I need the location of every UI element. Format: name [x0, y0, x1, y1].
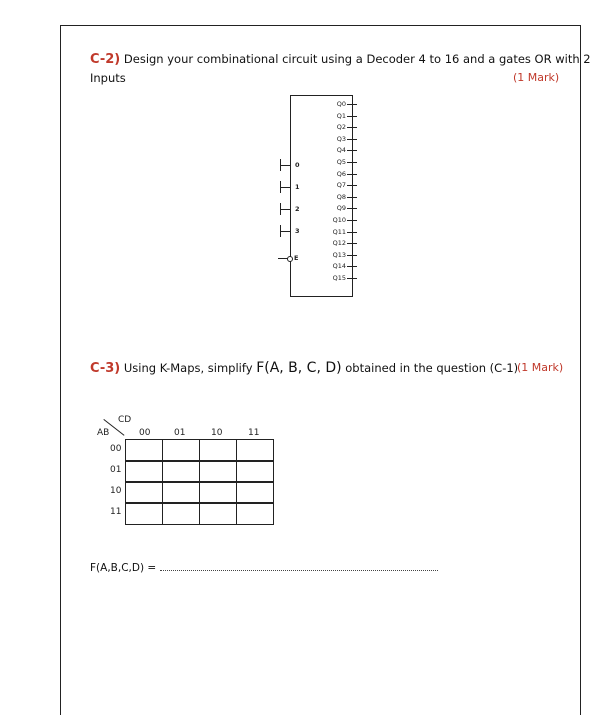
decoder-input-label: 2 — [295, 205, 300, 213]
answer-label: F(A,B,C,D) = — [90, 562, 157, 574]
decoder-enable-bubble — [287, 256, 293, 262]
decoder-input-label: 1 — [295, 183, 300, 191]
decoder-output-line — [347, 116, 357, 117]
question-c3-function: F(A, B, C, D) — [256, 360, 342, 376]
kmap-cell[interactable] — [162, 439, 200, 462]
kmap-cell[interactable] — [162, 502, 200, 525]
decoder-output-line — [347, 150, 357, 151]
decoder-input-line — [280, 165, 290, 166]
kmap-row-var: AB — [97, 428, 110, 438]
question-c3-text-before: Using K-Maps, simplify — [123, 361, 257, 375]
question-c2-text: Design your combinational circuit using a Decoder 4 to 16 and a gates OR with 2 — [123, 52, 591, 66]
decoder-output-line — [347, 266, 357, 267]
question-c3-text-after: obtained in the question (C-1) — [341, 361, 519, 375]
decoder-input-tick — [280, 181, 281, 193]
kmap-row-label: 01 — [110, 465, 122, 475]
question-c3-line — [90, 360, 518, 376]
question-c2-mark: (1 Mark) — [513, 71, 560, 84]
decoder-output-label: Q2 — [336, 123, 346, 132]
decoder-output-line — [347, 139, 357, 140]
decoder-enable-label: E — [294, 254, 299, 262]
decoder-output-label: Q11 — [332, 227, 346, 236]
decoder-output-label: Q12 — [332, 239, 346, 248]
decoder-input-tick — [280, 159, 281, 171]
decoder-output-line — [347, 220, 357, 221]
kmap-cell[interactable] — [236, 481, 274, 504]
question-c3-mark: (1 Mark) — [517, 361, 564, 374]
decoder-output-line — [347, 255, 357, 256]
decoder-output-label: Q10 — [332, 216, 346, 224]
decoder-output-label: Q7 — [336, 181, 346, 190]
decoder-output-label: Q5 — [336, 158, 346, 166]
decoder-output-line — [347, 162, 357, 163]
decoder-output-line — [347, 278, 357, 279]
decoder-output-line — [347, 174, 357, 175]
decoder-input-line — [280, 187, 290, 188]
kmap-cell[interactable] — [199, 502, 237, 525]
kmap-col-label: 11 — [248, 428, 260, 438]
decoder-input-tick — [280, 225, 281, 237]
decoder-input-line — [280, 209, 290, 210]
decoder-output-label: Q8 — [336, 192, 346, 201]
answer-blank-line[interactable] — [160, 570, 438, 571]
decoder-output-line — [347, 185, 357, 186]
decoder-output-label: Q14 — [332, 262, 346, 271]
decoder-input-line — [280, 231, 290, 232]
decoder-input-tick — [280, 203, 281, 215]
decoder-input-label: 3 — [295, 227, 300, 235]
decoder-output-label: Q0 — [336, 100, 346, 108]
question-c2-line1 — [90, 52, 591, 67]
decoder-output-line — [347, 208, 357, 209]
kmap-cell[interactable] — [236, 502, 274, 525]
kmap-cell[interactable] — [125, 502, 163, 525]
kmap-cell[interactable] — [199, 439, 237, 462]
decoder-output-line — [347, 243, 357, 244]
decoder-output-line — [347, 127, 357, 128]
decoder-output-line — [347, 104, 357, 105]
decoder-output-label: Q15 — [332, 274, 346, 282]
decoder-output-label: Q9 — [336, 204, 346, 213]
question-c2-id: C-2) — [90, 52, 121, 67]
kmap-row-label: 00 — [110, 444, 122, 454]
decoder-input-label: 0 — [295, 161, 300, 169]
kmap-cell[interactable] — [162, 481, 200, 504]
kmap-cell[interactable] — [236, 439, 274, 462]
kmap-cell[interactable] — [125, 439, 163, 462]
decoder-output-line — [347, 232, 357, 233]
decoder-output-label: Q4 — [336, 146, 346, 155]
kmap-cell[interactable] — [236, 460, 274, 483]
kmap-cell[interactable] — [199, 481, 237, 504]
kmap-cell[interactable] — [199, 460, 237, 483]
decoder-output-line — [347, 197, 357, 198]
kmap-col-label: 00 — [139, 428, 151, 438]
kmap-cell[interactable] — [125, 481, 163, 504]
decoder-output-label: Q1 — [336, 111, 346, 120]
kmap-row-label: 11 — [110, 507, 122, 517]
kmap-row-label: 10 — [110, 486, 122, 496]
kmap-col-label: 01 — [174, 428, 186, 438]
kmap-cell[interactable] — [162, 460, 200, 483]
question-c3-id: C-3) — [90, 361, 121, 376]
decoder-output-label: Q3 — [336, 134, 346, 143]
question-c2-line2: Inputs — [90, 71, 126, 85]
kmap-col-var: CD — [118, 415, 132, 425]
decoder-output-label: Q6 — [336, 169, 346, 178]
kmap-col-label: 10 — [211, 428, 223, 438]
kmap-cell[interactable] — [125, 460, 163, 483]
decoder-output-label: Q13 — [332, 250, 346, 259]
